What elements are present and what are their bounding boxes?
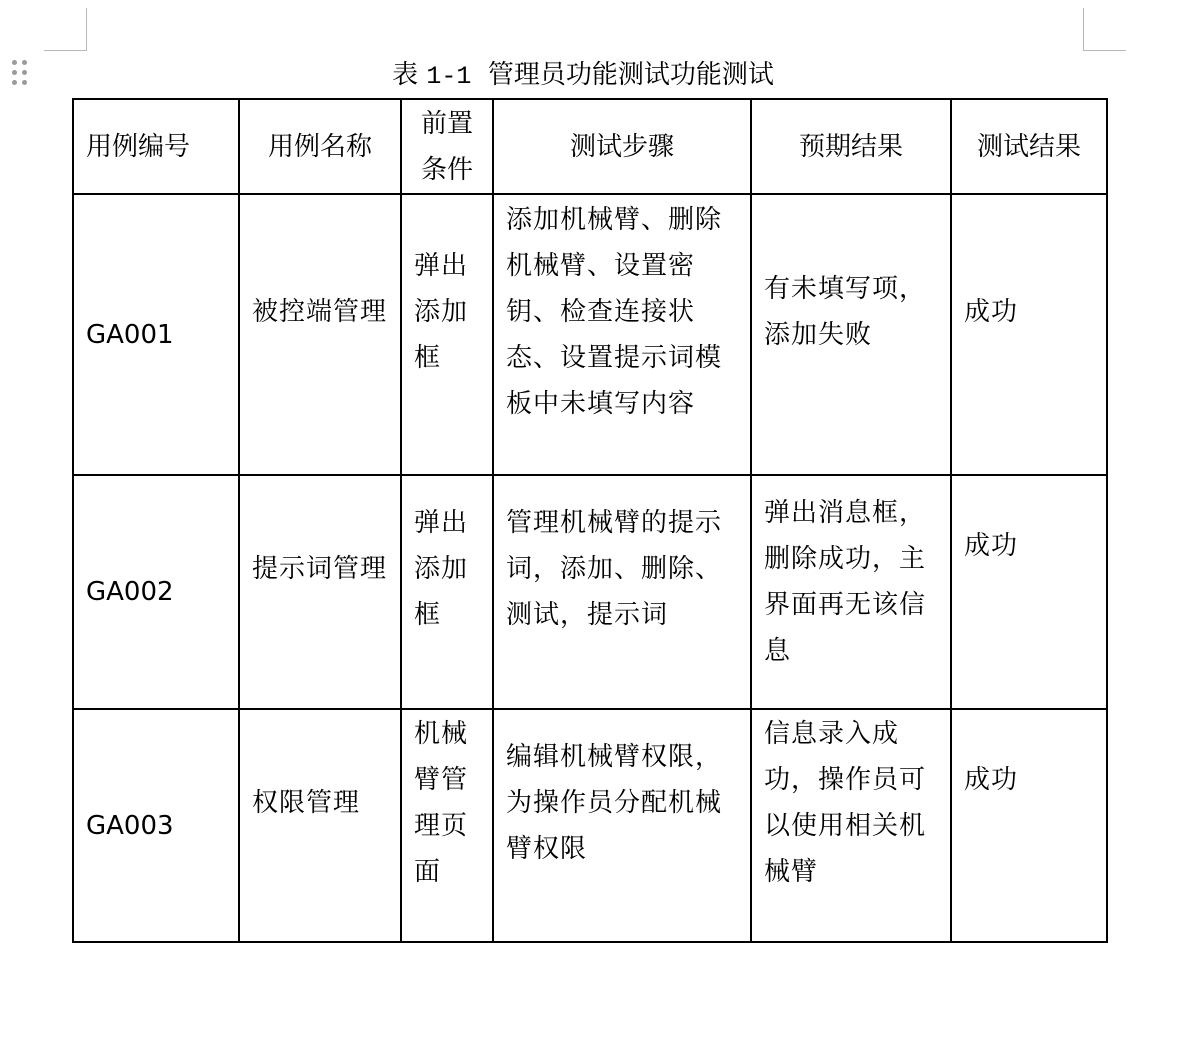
test-result-cell: 成功 — [951, 194, 1107, 475]
table-row — [73, 475, 1107, 709]
case-id-cell: GA002 — [73, 475, 239, 709]
table-header-row — [73, 99, 1107, 194]
caption-number: 1-1 — [426, 62, 472, 91]
test-result-cell: 成功 — [951, 475, 1107, 709]
header-case-id: 用例编号 — [73, 99, 239, 194]
test-steps-cell: 添加机械臂、删除机械臂、设置密钥、检查连接状态、设置提示词模板中未填写内容 — [493, 194, 751, 475]
test-case-table — [72, 98, 1108, 943]
header-case-name: 用例名称 — [239, 99, 401, 194]
case-id-cell: GA001 — [73, 194, 239, 475]
table-caption — [0, 56, 1166, 94]
header-test-result: 测试结果 — [951, 99, 1107, 194]
header-expected-result: 预期结果 — [751, 99, 951, 194]
test-result-cell: 成功 — [951, 709, 1107, 942]
case-name-cell: 权限管理 — [239, 709, 401, 942]
table-row — [73, 709, 1107, 942]
case-name-cell: 提示词管理 — [239, 475, 401, 709]
caption-title: 管理员功能测试功能测试 — [487, 60, 774, 90]
page-corner-mark-top-right — [1083, 8, 1126, 51]
precondition-cell: 弹出添加框 — [401, 475, 493, 709]
header-test-steps: 测试步骤 — [493, 99, 751, 194]
case-name-cell: 被控端管理 — [239, 194, 401, 475]
test-steps-cell: 编辑机械臂权限，为操作员分配机械臂权限 — [493, 709, 751, 942]
header-precondition: 前置条件 — [401, 99, 493, 194]
precondition-cell: 机械臂管理页面 — [401, 709, 493, 942]
expected-result-cell: 有未填写项，添加失败 — [751, 194, 951, 475]
precondition-cell: 弹出添加框 — [401, 194, 493, 475]
page-corner-mark-top-left — [44, 8, 87, 51]
expected-result-cell: 弹出消息框，删除成功，主界面再无该信息 — [751, 475, 951, 709]
case-id-cell: GA003 — [73, 709, 239, 942]
table-row — [73, 194, 1107, 475]
test-steps-cell: 管理机械臂的提示词，添加、删除、测试，提示词 — [493, 475, 751, 709]
expected-result-cell: 信息录入成功，操作员可以使用相关机械臂 — [751, 709, 951, 942]
caption-prefix: 表 — [392, 60, 419, 90]
